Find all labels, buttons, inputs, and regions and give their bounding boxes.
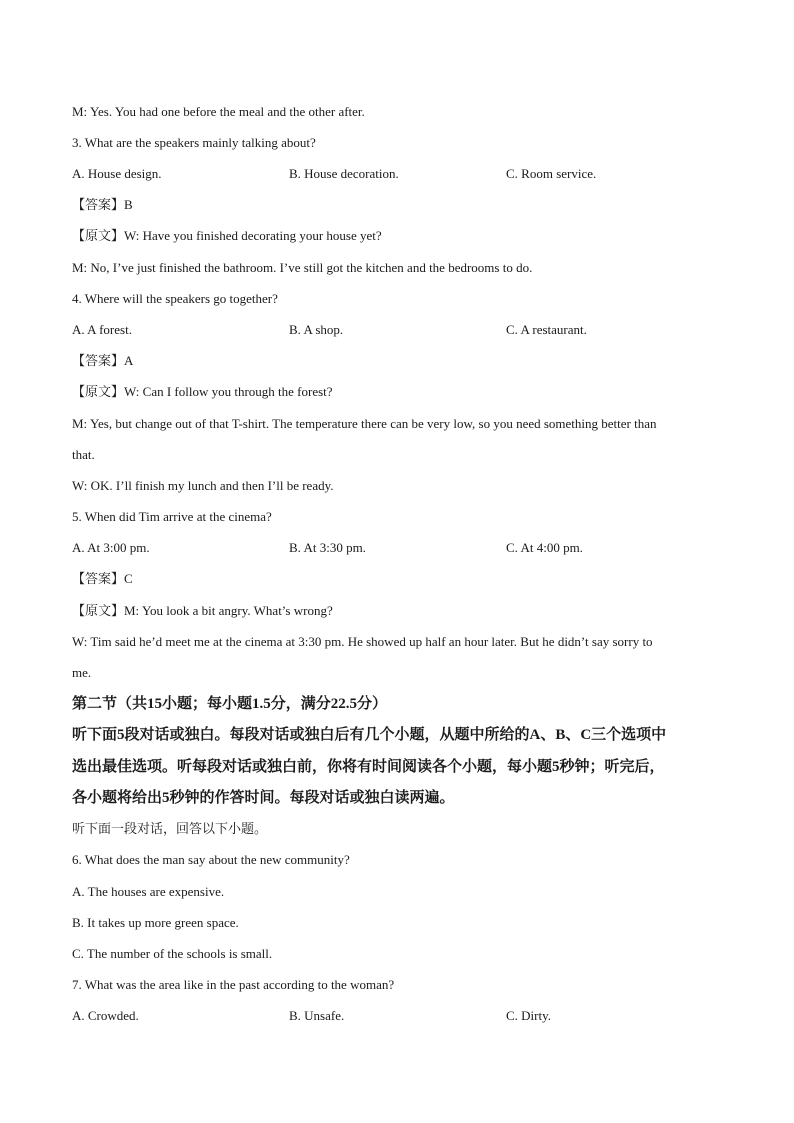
q3-option-b: B. House decoration. <box>289 166 399 181</box>
q6-option-c: C. The number of the schools is small. <box>72 946 273 961</box>
q5-option-b: B. At 3:30 pm. <box>289 540 366 555</box>
q3-option-c: C. Room service. <box>506 166 597 181</box>
answer-3: 【答案】B <box>72 197 133 212</box>
question-3: 3. What are the speakers mainly talking about? <box>72 135 316 150</box>
question-5: 5. When did Tim arrive at the cinema? <box>72 509 272 524</box>
dialogue-line: me. <box>72 665 92 680</box>
dialogue-line: that. <box>72 447 95 462</box>
q5-option-c: C. At 4:00 pm. <box>506 540 583 555</box>
listening-prompt: 听下面一段对话，回答以下小题。 <box>72 821 268 836</box>
transcript-3: 【原文】W: Have you finished decorating your house yet? <box>72 228 382 243</box>
q4-option-c: C. A restaurant. <box>506 322 587 337</box>
q5-option-a: A. At 3:00 pm. <box>72 540 150 555</box>
dialogue-line: W: OK. I’ll finish my lunch and then I’ll be ready. <box>72 478 334 493</box>
section-instruction: 听下面5段对话或独白。每段对话或独白后有几个小题，从题中所给的A、B、C三个选项中 <box>72 727 667 743</box>
answer-5: 【答案】C <box>72 571 133 586</box>
section-instruction: 选出最佳选项。听每段对话或独白前，你将有时间阅读各个小题，每小题5秒钟；听完后， <box>72 759 665 775</box>
q7-option-a: A. Crowded. <box>72 1008 139 1023</box>
dialogue-line: W: Tim said he’d meet me at the cinema at 3:30 pm. He showed up half an hour later. But he didn’t say sorry to <box>72 634 653 649</box>
q4-option-b: B. A shop. <box>289 322 344 337</box>
transcript-4: 【原文】W: Can I follow you through the forest? <box>72 384 333 399</box>
q7-option-c: C. Dirty. <box>506 1008 552 1023</box>
q4-option-a: A. A forest. <box>72 322 132 337</box>
q6-option-a: A. The houses are expensive. <box>72 884 225 899</box>
answer-4: 【答案】A <box>72 353 134 368</box>
transcript-5: 【原文】M: You look a bit angry. What’s wrong? <box>72 603 333 618</box>
question-4: 4. Where will the speakers go together? <box>72 291 278 306</box>
q6-option-b: B. It takes up more green space. <box>72 915 239 930</box>
dialogue-line: M: No, I’ve just finished the bathroom. I’ve still got the kitchen and the bedrooms to do. <box>72 260 533 275</box>
section-instruction: 各小题将给出5秒钟的作答时间。每段对话或独白读两遍。 <box>72 790 455 806</box>
question-6: 6. What does the man say about the new community? <box>72 852 350 867</box>
q3-option-a: A. House design. <box>72 166 162 181</box>
dialogue-line: M: Yes, but change out of that T-shirt. The temperature there can be very low, so you need something better than <box>72 416 657 431</box>
question-7: 7. What was the area like in the past according to the woman? <box>72 977 395 992</box>
dialogue-line: M: Yes. You had one before the meal and the other after. <box>72 104 365 119</box>
section-heading: 第二节（共15小题；每小题1.5分，满分22.5分） <box>72 696 388 712</box>
q7-option-b: B. Unsafe. <box>289 1008 345 1023</box>
